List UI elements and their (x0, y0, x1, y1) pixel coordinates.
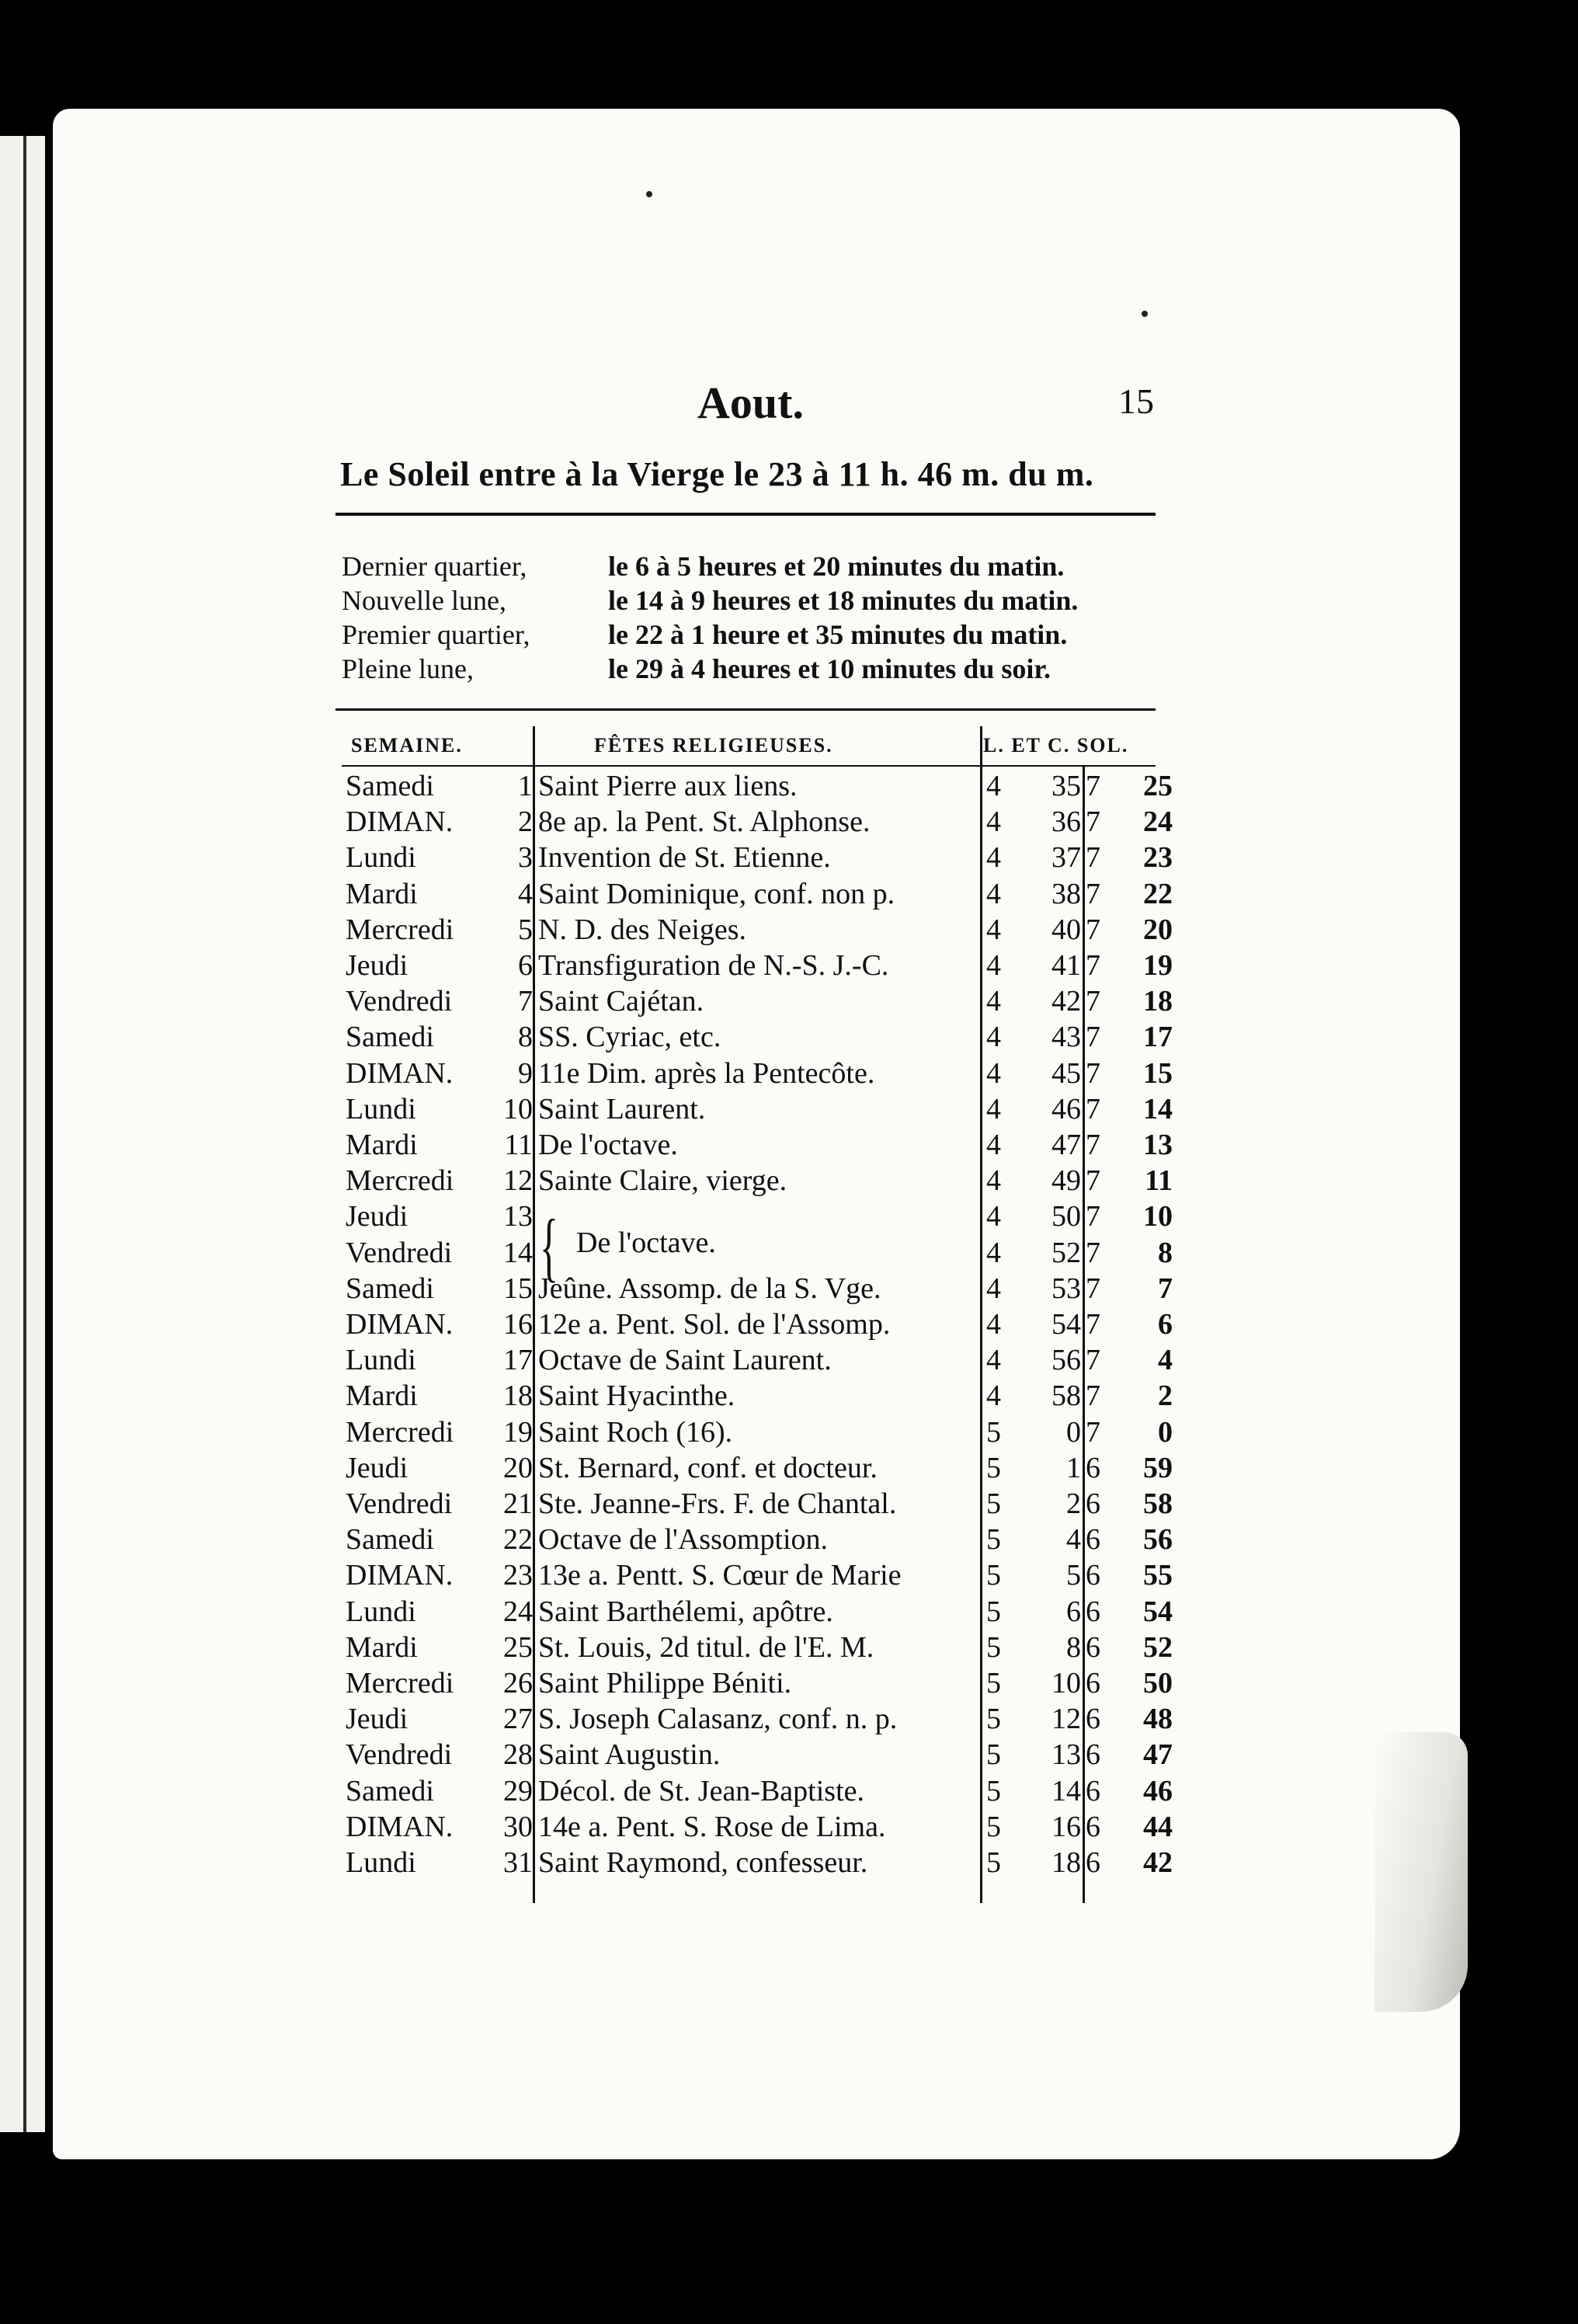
ink-speck (1142, 311, 1148, 317)
sunset-minute-cell: 10 (1143, 1200, 1173, 1233)
feast-cell: Décol. de St. Jean-Baptiste. (538, 1774, 865, 1807)
feast-cell: Invention de St. Etienne. (538, 841, 831, 875)
sunrise-hour-cell: 5 (986, 1810, 1001, 1843)
date-cell: 30 (503, 1810, 533, 1843)
sunset-hour-cell: 7 (1086, 1415, 1100, 1449)
column-header-rule (342, 765, 1156, 767)
sunset-minute-cell: 54 (1143, 1595, 1173, 1628)
date-cell: 20 (503, 1451, 533, 1484)
table-row (0, 1128, 1578, 1163)
moon-phase-name: Nouvelle lune, (342, 585, 506, 616)
sunrise-minute-cell: 1 (1066, 1451, 1081, 1484)
sunrise-minute-cell: 36 (1051, 805, 1081, 839)
date-cell: 6 (518, 949, 533, 982)
sunrise-hour-cell: 5 (986, 1595, 1001, 1628)
sunrise-hour-cell: 5 (986, 1846, 1001, 1879)
sunrise-hour-cell: 4 (986, 985, 1001, 1018)
sunrise-hour-cell: 4 (986, 913, 1001, 946)
sunset-hour-cell: 7 (1086, 805, 1100, 839)
day-cell: DIMAN. (346, 1308, 454, 1341)
date-cell: 21 (503, 1487, 533, 1520)
sunrise-minute-cell: 43 (1051, 1021, 1081, 1054)
sunrise-hour-cell: 4 (986, 1092, 1001, 1125)
day-cell: Jeudi (346, 1703, 408, 1736)
date-cell: 19 (503, 1415, 533, 1449)
sunset-minute-cell: 22 (1143, 877, 1173, 910)
header-rule (335, 513, 1156, 516)
date-cell: 24 (503, 1595, 533, 1628)
table-row (0, 805, 1578, 840)
sunset-minute-cell: 52 (1143, 1630, 1173, 1664)
moon-phase-name: Premier quartier, (342, 619, 530, 650)
day-cell: DIMAN. (346, 1559, 454, 1592)
day-cell: Lundi (346, 1092, 416, 1125)
date-cell: 3 (518, 841, 533, 875)
feast-cell: Saint Philippe Béniti. (538, 1667, 792, 1700)
sunrise-hour-cell: 4 (986, 877, 1001, 910)
date-cell: 29 (503, 1774, 533, 1807)
sunset-hour-cell: 6 (1086, 1523, 1100, 1557)
date-cell: 18 (503, 1379, 533, 1413)
feast-cell: 13e a. Pentt. S. Cœur de Marie (538, 1559, 902, 1592)
date-cell: 31 (503, 1846, 533, 1879)
sunrise-hour-cell: 4 (986, 1344, 1001, 1377)
sunset-hour-cell: 7 (1086, 913, 1100, 946)
feast-cell: Transfiguration de N.-S. J.-C. (538, 949, 889, 982)
feast-cell: St. Louis, 2d titul. de l'E. M. (538, 1630, 874, 1664)
day-cell: Mardi (346, 1379, 418, 1413)
day-cell: Jeudi (346, 1451, 408, 1484)
sunset-hour-cell: 7 (1086, 1129, 1100, 1161)
sunset-hour-cell: 6 (1086, 1703, 1100, 1736)
sunrise-hour-cell: 5 (986, 1667, 1001, 1700)
sunset-minute-cell: 8 (1158, 1236, 1173, 1269)
sunrise-hour-cell: 4 (986, 1129, 1001, 1161)
sunset-hour-cell: 7 (1086, 1272, 1100, 1305)
date-cell: 16 (503, 1308, 533, 1341)
sunrise-hour-cell: 5 (986, 1774, 1001, 1807)
feast-cell: Ste. Jeanne-Frs. F. de Chantal. (538, 1487, 897, 1520)
sunrise-hour-cell: 4 (986, 770, 1001, 802)
column-header-semaine: SEMAINE. (351, 734, 463, 757)
moon-phase-detail: le 22 à 1 heure et 35 minutes du matin. (608, 619, 1068, 650)
day-cell: Mercredi (346, 1164, 454, 1198)
date-cell: 17 (503, 1344, 533, 1377)
sunrise-hour-cell: 5 (986, 1523, 1001, 1557)
day-cell: Samedi (346, 1021, 434, 1054)
feast-cell: Saint Cajétan. (538, 985, 704, 1018)
sunset-minute-cell: 23 (1143, 841, 1173, 875)
sunset-hour-cell: 6 (1086, 1559, 1100, 1592)
date-cell: 4 (518, 877, 533, 910)
sunset-hour-cell: 6 (1086, 1774, 1100, 1807)
sunset-minute-cell: 50 (1143, 1667, 1173, 1700)
feast-cell: Saint Dominique, conf. non p. (538, 877, 895, 910)
sunset-hour-cell: 7 (1086, 985, 1100, 1018)
sunrise-hour-cell: 4 (986, 1021, 1001, 1054)
sunset-hour-cell: 6 (1086, 1667, 1100, 1700)
table-row (0, 1702, 1578, 1737)
moon-phase-name: Dernier quartier, (342, 551, 527, 582)
day-cell: Vendredi (346, 1487, 453, 1520)
day-cell: DIMAN. (346, 805, 454, 839)
feast-cell: 14e a. Pent. S. Rose de Lima. (538, 1810, 886, 1843)
date-cell: 10 (503, 1092, 533, 1125)
table-row (0, 1164, 1578, 1199)
table-row (0, 1666, 1578, 1701)
sunrise-hour-cell: 4 (986, 841, 1001, 875)
day-cell: Mercredi (346, 913, 454, 946)
table-row (0, 840, 1578, 875)
month-title: Aout. (697, 377, 804, 428)
day-cell: Mardi (346, 877, 418, 910)
table-row (0, 1846, 1578, 1880)
table-row (0, 1272, 1578, 1306)
sunrise-minute-cell: 35 (1051, 770, 1081, 802)
sunrise-hour-cell: 4 (986, 1164, 1001, 1198)
date-cell: 7 (518, 985, 533, 1018)
sunrise-hour-cell: 5 (986, 1738, 1001, 1772)
sunset-minute-cell: 44 (1143, 1810, 1173, 1843)
date-cell: 8 (518, 1021, 533, 1054)
date-cell: 11 (504, 1129, 533, 1161)
sunrise-minute-cell: 6 (1066, 1595, 1081, 1628)
sunset-hour-cell: 7 (1086, 1344, 1100, 1377)
sunrise-minute-cell: 12 (1051, 1703, 1081, 1736)
sunset-minute-cell: 11 (1145, 1164, 1173, 1198)
feast-cell: Octave de l'Assomption. (538, 1523, 829, 1557)
sunrise-minute-cell: 16 (1051, 1810, 1081, 1843)
date-cell: 23 (503, 1559, 533, 1592)
date-cell: 9 (518, 1056, 533, 1090)
sunset-minute-cell: 59 (1143, 1451, 1173, 1484)
moon-phase-detail: le 6 à 5 heures et 20 minutes du matin. (608, 551, 1065, 582)
sunset-hour-cell: 7 (1086, 1092, 1100, 1125)
date-cell: 1 (518, 770, 533, 802)
date-cell: 28 (503, 1738, 533, 1772)
sunset-hour-cell: 6 (1086, 1487, 1100, 1520)
sunset-hour-cell: 6 (1086, 1846, 1100, 1879)
date-cell: 22 (503, 1523, 533, 1557)
table-row (0, 1487, 1578, 1522)
sunset-minute-cell: 17 (1143, 1021, 1173, 1054)
sunrise-hour-cell: 4 (986, 1308, 1001, 1341)
day-cell: Samedi (346, 770, 434, 802)
feast-cell: Saint Raymond, confesseur. (538, 1846, 868, 1879)
day-cell: Mercredi (346, 1667, 454, 1700)
day-cell: DIMAN. (346, 1810, 454, 1843)
sunset-hour-cell: 7 (1086, 1379, 1100, 1413)
feast-cell: De l'octave. (538, 1129, 678, 1161)
day-cell: Lundi (346, 1595, 416, 1628)
feast-cell: 8e ap. la Pent. St. Alphonse. (538, 805, 871, 839)
date-cell: 5 (518, 913, 533, 946)
sunrise-minute-cell: 53 (1051, 1272, 1081, 1305)
sunrise-minute-cell: 46 (1051, 1092, 1081, 1125)
day-cell: Lundi (346, 1344, 416, 1377)
table-row (0, 1020, 1578, 1055)
sunrise-hour-cell: 5 (986, 1451, 1001, 1484)
ink-speck (646, 191, 652, 197)
sunrise-minute-cell: 49 (1051, 1164, 1081, 1198)
sunrise-minute-cell: 10 (1051, 1667, 1081, 1700)
table-row (0, 877, 1578, 912)
sunrise-hour-cell: 4 (986, 1056, 1001, 1090)
sunrise-minute-cell: 50 (1051, 1200, 1081, 1233)
day-cell: Lundi (346, 1846, 416, 1879)
sunrise-minute-cell: 8 (1066, 1630, 1081, 1664)
sunset-hour-cell: 7 (1086, 1200, 1100, 1233)
sunset-minute-cell: 19 (1143, 949, 1173, 982)
sunset-hour-cell: 7 (1086, 1308, 1100, 1341)
day-cell: Lundi (346, 841, 416, 875)
feast-cell: Saint Augustin. (538, 1738, 721, 1772)
sunrise-minute-cell: 58 (1051, 1379, 1081, 1413)
table-row (0, 948, 1578, 983)
sunset-hour-cell: 7 (1086, 949, 1100, 982)
sunrise-minute-cell: 42 (1051, 985, 1081, 1018)
sunset-minute-cell: 20 (1143, 913, 1173, 946)
octave-brace-note: De l'octave. (576, 1226, 716, 1259)
sunrise-hour-cell: 5 (986, 1559, 1001, 1592)
table-row (0, 1199, 1578, 1234)
sunset-hour-cell: 6 (1086, 1451, 1100, 1484)
sunset-hour-cell: 7 (1086, 1236, 1100, 1269)
day-cell: Mercredi (346, 1415, 454, 1449)
section-rule (335, 708, 1156, 711)
table-row (0, 1343, 1578, 1378)
table-row (0, 1451, 1578, 1486)
solar-entry-note: Le Soleil entre à la Vierge le 23 à 11 h. 46 m. du m. (340, 455, 1094, 493)
sunset-minute-cell: 24 (1143, 805, 1173, 839)
sunset-minute-cell: 56 (1143, 1523, 1173, 1557)
table-row (0, 1558, 1578, 1593)
sunrise-minute-cell: 13 (1051, 1738, 1081, 1772)
sunrise-hour-cell: 4 (986, 949, 1001, 982)
sunrise-hour-cell: 4 (986, 1379, 1001, 1413)
sunset-hour-cell: 7 (1086, 1164, 1100, 1198)
day-cell: Vendredi (346, 1236, 453, 1269)
feast-cell: Saint Barthélemi, apôtre. (538, 1595, 833, 1628)
sunrise-minute-cell: 4 (1066, 1523, 1081, 1557)
day-cell: Samedi (346, 1272, 434, 1305)
day-cell: Vendredi (346, 1738, 453, 1772)
day-cell: Samedi (346, 1523, 434, 1557)
table-row (0, 1630, 1578, 1665)
table-row (0, 913, 1578, 948)
column-header-fetes: FÊTES RELIGIEUSES. (594, 734, 833, 757)
sunset-minute-cell: 55 (1143, 1559, 1173, 1592)
table-row (0, 1774, 1578, 1809)
sunset-minute-cell: 46 (1143, 1774, 1173, 1807)
sunset-minute-cell: 2 (1158, 1379, 1173, 1413)
date-cell: 25 (503, 1630, 533, 1664)
day-cell: Samedi (346, 1774, 434, 1807)
date-cell: 12 (503, 1164, 533, 1198)
sunset-minute-cell: 6 (1158, 1308, 1173, 1341)
feast-cell: Saint Laurent. (538, 1092, 706, 1125)
sunrise-minute-cell: 54 (1051, 1308, 1081, 1341)
sunrise-minute-cell: 38 (1051, 877, 1081, 910)
table-row (0, 1307, 1578, 1342)
sunset-minute-cell: 58 (1143, 1487, 1173, 1520)
sunset-hour-cell: 7 (1086, 877, 1100, 910)
sunset-hour-cell: 7 (1086, 770, 1100, 802)
day-cell: Jeudi (346, 1200, 408, 1233)
sunset-hour-cell: 7 (1086, 1056, 1100, 1090)
sunrise-hour-cell: 4 (986, 805, 1001, 839)
feast-cell: N. D. des Neiges. (538, 913, 747, 946)
feast-cell: 12e a. Pent. Sol. de l'Assomp. (538, 1308, 891, 1341)
sunrise-minute-cell: 45 (1051, 1056, 1081, 1090)
sunrise-minute-cell: 41 (1051, 949, 1081, 982)
date-cell: 15 (503, 1272, 533, 1305)
sunrise-minute-cell: 52 (1051, 1236, 1081, 1269)
sunset-hour-cell: 7 (1086, 1021, 1100, 1054)
feast-cell: Saint Hyacinthe. (538, 1379, 735, 1413)
table-row (0, 1056, 1578, 1091)
sunrise-minute-cell: 14 (1051, 1774, 1081, 1807)
sunrise-minute-cell: 18 (1051, 1846, 1081, 1879)
date-cell: 26 (503, 1667, 533, 1700)
sunrise-minute-cell: 2 (1066, 1487, 1081, 1520)
sunrise-minute-cell: 56 (1051, 1344, 1081, 1377)
sunrise-minute-cell: 37 (1051, 841, 1081, 875)
table-row (0, 1379, 1578, 1414)
sunset-minute-cell: 18 (1143, 985, 1173, 1018)
sunrise-minute-cell: 40 (1051, 913, 1081, 946)
feast-cell: SS. Cyriac, etc. (538, 1021, 721, 1054)
sunset-hour-cell: 6 (1086, 1630, 1100, 1664)
date-cell: 13 (503, 1200, 533, 1233)
sunset-minute-cell: 25 (1143, 770, 1173, 802)
sunset-hour-cell: 6 (1086, 1595, 1100, 1628)
sunset-minute-cell: 14 (1143, 1092, 1173, 1125)
date-cell: 14 (503, 1236, 533, 1269)
brace-icon: { (540, 1203, 558, 1289)
sunset-minute-cell: 13 (1143, 1129, 1173, 1161)
table-row (0, 1738, 1578, 1773)
table-row (0, 769, 1578, 804)
sunset-minute-cell: 15 (1143, 1056, 1173, 1090)
page-number: 15 (1118, 381, 1154, 421)
sunrise-hour-cell: 5 (986, 1415, 1001, 1449)
sunrise-minute-cell: 47 (1051, 1129, 1081, 1161)
day-cell: DIMAN. (346, 1056, 454, 1090)
sunrise-hour-cell: 5 (986, 1703, 1001, 1736)
sunrise-minute-cell: 0 (1066, 1415, 1081, 1449)
day-cell: Mardi (346, 1129, 418, 1161)
sunrise-hour-cell: 5 (986, 1487, 1001, 1520)
feast-cell: 11e Dim. après la Pentecôte. (538, 1056, 875, 1090)
table-row (0, 1092, 1578, 1127)
sunset-minute-cell: 47 (1143, 1738, 1173, 1772)
moon-phase-detail: le 14 à 9 heures et 18 minutes du matin. (608, 585, 1079, 616)
sunrise-hour-cell: 4 (986, 1272, 1001, 1305)
day-cell: Mardi (346, 1630, 418, 1664)
table-row (0, 1810, 1578, 1845)
moon-phase-detail: le 29 à 4 heures et 10 minutes du soir. (608, 653, 1051, 684)
sunrise-hour-cell: 4 (986, 1200, 1001, 1233)
table-row (0, 984, 1578, 1019)
day-cell: Vendredi (346, 985, 453, 1018)
sunrise-hour-cell: 4 (986, 1236, 1001, 1269)
sunset-minute-cell: 42 (1143, 1846, 1173, 1879)
feast-cell: Saint Pierre aux liens. (538, 770, 798, 802)
day-cell: Jeudi (346, 949, 408, 982)
sunrise-minute-cell: 5 (1066, 1559, 1081, 1592)
table-row (0, 1522, 1578, 1557)
sunset-minute-cell: 48 (1143, 1703, 1173, 1736)
column-header-soleil: L. ET C. SOL. (983, 734, 1129, 757)
feast-cell: Saint Roch (16). (538, 1415, 733, 1449)
sunset-hour-cell: 6 (1086, 1810, 1100, 1843)
feast-cell: Jeûne. Assomp. de la S. Vge. (538, 1272, 881, 1305)
table-row (0, 1595, 1578, 1630)
feast-cell: Sainte Claire, vierge. (538, 1164, 787, 1198)
sunset-hour-cell: 6 (1086, 1738, 1100, 1772)
sunset-minute-cell: 7 (1158, 1272, 1173, 1305)
date-cell: 27 (503, 1703, 533, 1736)
moon-phase-name: Pleine lune, (342, 653, 474, 684)
feast-cell: S. Joseph Calasanz, conf. n. p. (538, 1703, 898, 1736)
date-cell: 2 (518, 805, 533, 839)
feast-cell: Octave de Saint Laurent. (538, 1344, 832, 1377)
table-row (0, 1236, 1578, 1271)
sunrise-hour-cell: 5 (986, 1630, 1001, 1664)
sunset-minute-cell: 0 (1158, 1415, 1173, 1449)
feast-cell: St. Bernard, conf. et docteur. (538, 1451, 878, 1484)
sunset-hour-cell: 7 (1086, 841, 1100, 875)
table-row (0, 1415, 1578, 1450)
sunset-minute-cell: 4 (1158, 1344, 1173, 1377)
